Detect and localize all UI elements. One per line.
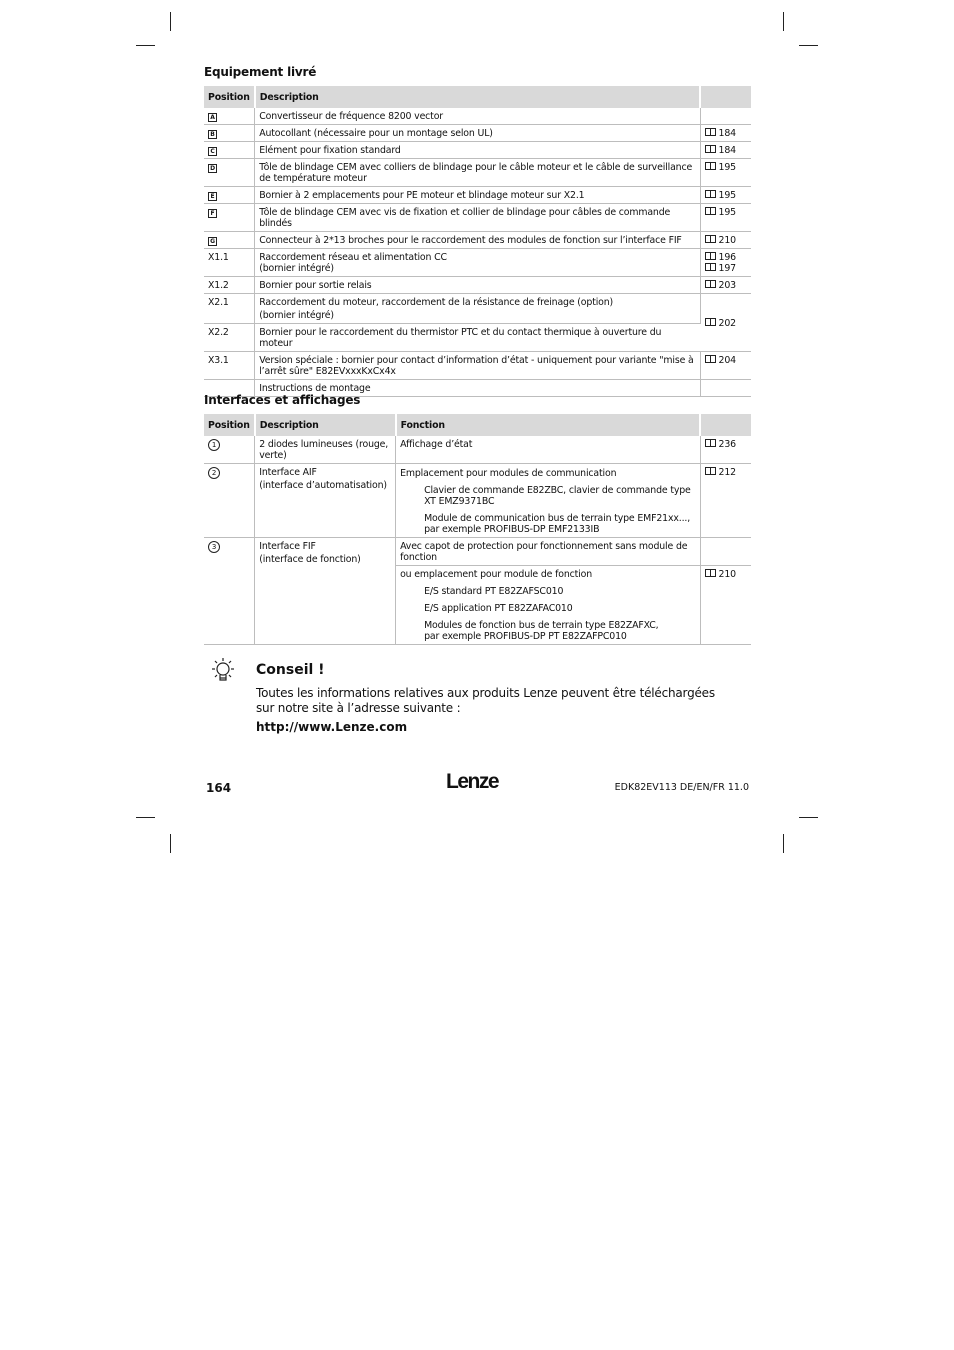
table-row — [204, 538, 751, 566]
description-cell: Instructions de montage — [255, 380, 700, 397]
position-label: F — [208, 209, 217, 218]
table-row — [204, 159, 751, 187]
ref-cell: 202 — [700, 294, 751, 352]
position-label: A — [208, 113, 217, 122]
crop-mark — [170, 12, 171, 31]
position-label: 3 — [208, 541, 220, 553]
website-link[interactable]: http://www.Lenze.com — [256, 720, 408, 734]
position-label: X2.2 — [204, 324, 255, 352]
table-row — [204, 352, 751, 380]
crop-mark — [799, 817, 818, 818]
table-row — [204, 294, 751, 324]
ref-cell: 196 197 — [700, 249, 751, 277]
description-cell: Bornier pour le raccordement du thermistor PTC et du contact thermique à ouverture du moteur — [255, 324, 700, 352]
ref-cell — [700, 108, 751, 125]
crop-mark — [170, 834, 171, 853]
description-cell: Raccordement du moteur, raccordement de la résistance de freinage (option) (bornier intégré) — [255, 294, 700, 324]
header-description: Description — [255, 414, 396, 436]
book-icon — [705, 145, 716, 153]
table-row — [204, 142, 751, 159]
position-label: B — [208, 130, 217, 139]
ref-cell — [700, 380, 751, 397]
description-cell: 2 diodes lumineuses (rouge, verte) — [255, 436, 396, 464]
description-cell: Interface FIF (interface de fonction) — [255, 538, 396, 645]
book-icon — [705, 318, 716, 326]
ref-cell: 210 — [700, 232, 751, 249]
header-function: Fonction — [396, 414, 700, 436]
lenze-logo: Lenze — [446, 770, 499, 793]
position-label: 1 — [208, 439, 220, 451]
book-icon — [705, 190, 716, 198]
header-description: Description — [255, 86, 700, 108]
table-row — [204, 108, 751, 125]
ref-cell: 210 — [700, 566, 751, 645]
book-icon — [705, 263, 716, 271]
lightbulb-icon — [208, 656, 238, 686]
section-title-interfaces: Interfaces et affichages — [204, 393, 361, 407]
table-row — [204, 204, 751, 232]
function-cell: Affichage d’état — [396, 436, 700, 464]
ref-cell: 203 — [700, 277, 751, 294]
ref-cell: 184 — [700, 142, 751, 159]
description-cell: Autocollant (nécessaire pour un montage selon UL) — [255, 125, 700, 142]
description-cell: Raccordement réseau et alimentation CC (bornier intégré) — [255, 249, 700, 277]
tip-title: Conseil ! — [256, 662, 325, 678]
ref-cell: 212 — [700, 464, 751, 538]
page-number: 164 — [206, 781, 232, 795]
table-row — [204, 125, 751, 142]
ref-cell: 195 — [700, 159, 751, 187]
position-label: 2 — [208, 467, 220, 479]
description-cell: Tôle de blindage CEM avec vis de fixation et collier de blindage pour câbles de commande blindés — [255, 204, 700, 232]
position-label: X3.1 — [204, 352, 255, 380]
table-header-row — [204, 86, 751, 108]
table-row — [204, 277, 751, 294]
description-cell: Elément pour fixation standard — [255, 142, 700, 159]
description-cell: Connecteur à 2*13 broches pour le raccordement des modules de fonction sur l’interface FIF — [255, 232, 700, 249]
crop-mark — [136, 817, 155, 818]
table-header-row — [204, 414, 751, 436]
header-position: Position — [204, 414, 255, 436]
position-label: X1.1 — [204, 249, 255, 277]
table-row — [204, 464, 751, 538]
book-icon — [705, 439, 716, 447]
book-icon — [705, 355, 716, 363]
section-title-equipment: Equipement livré — [204, 65, 317, 79]
position-label: X1.2 — [204, 277, 255, 294]
position-label: D — [208, 164, 217, 173]
function-cell: Emplacement pour modules de communication Clavier de commande E82ZBC, clavier de commande type XT EMZ9371BC Module de communication bus de terrain type EMF21xx..., par exemple PROFIBUS-DP EMF2133IB — [396, 464, 700, 538]
description-cell: Bornier pour sortie relais — [255, 277, 700, 294]
book-icon — [705, 569, 716, 577]
description-cell: Tôle de blindage CEM avec colliers de blindage pour le câble moteur et le câble de surveillance de température moteur — [255, 159, 700, 187]
function-cell: Avec capot de protection pour fonctionnement sans module de fonction — [396, 538, 700, 566]
table-row — [204, 232, 751, 249]
equipment-table — [204, 86, 751, 397]
table-row — [204, 324, 751, 352]
book-icon — [705, 162, 716, 170]
book-icon — [705, 252, 716, 260]
book-icon — [705, 235, 716, 243]
crop-mark — [783, 834, 784, 853]
book-icon — [705, 207, 716, 215]
book-icon — [705, 128, 716, 136]
description-cell: Convertisseur de fréquence 8200 vector — [255, 108, 700, 125]
ref-cell — [700, 538, 751, 566]
description-cell: Bornier à 2 emplacements pour PE moteur et blindage moteur sur X2.1 — [255, 187, 700, 204]
ref-cell: 236 — [700, 436, 751, 464]
header-ref — [700, 86, 751, 108]
description-cell: Interface AIF (interface d’automatisation) — [255, 464, 396, 538]
document-reference: EDK82EV113 DE/EN/FR 11.0 — [614, 782, 749, 793]
position-label: X2.1 — [204, 294, 255, 324]
position-label: C — [208, 147, 217, 156]
position-label: G — [208, 237, 217, 246]
description-cell: Version spéciale : bornier pour contact d’information d’état - uniquement pour variante "mise à l’arrêt sûre" E82EVxxxKxCx4x — [255, 352, 700, 380]
position-label: E — [208, 192, 217, 201]
table-row — [204, 249, 751, 277]
crop-mark — [136, 45, 155, 46]
header-ref — [700, 414, 751, 436]
crop-mark — [799, 45, 818, 46]
crop-mark — [783, 12, 784, 31]
table-row — [204, 436, 751, 464]
interfaces-table — [204, 414, 751, 645]
table-row — [204, 187, 751, 204]
book-icon — [705, 280, 716, 288]
function-cell: ou emplacement pour module de fonction E/S standard PT E82ZAFSC010 E/S application PT E82ZAFAC010 Modules de fonction bus de terrain type E82ZAFXC, par exemple PROFIBUS-DP PT E82ZAFPC010 — [396, 566, 700, 645]
book-icon — [705, 467, 716, 475]
ref-cell: 204 — [700, 352, 751, 380]
header-position: Position — [204, 86, 255, 108]
ref-cell: 184 — [700, 125, 751, 142]
ref-cell: 195 — [700, 187, 751, 204]
tip-text: Toutes les informations relatives aux produits Lenze peuvent être téléchargées sur notre site à l’adresse suivante : — [256, 686, 715, 715]
ref-cell: 195 — [700, 204, 751, 232]
